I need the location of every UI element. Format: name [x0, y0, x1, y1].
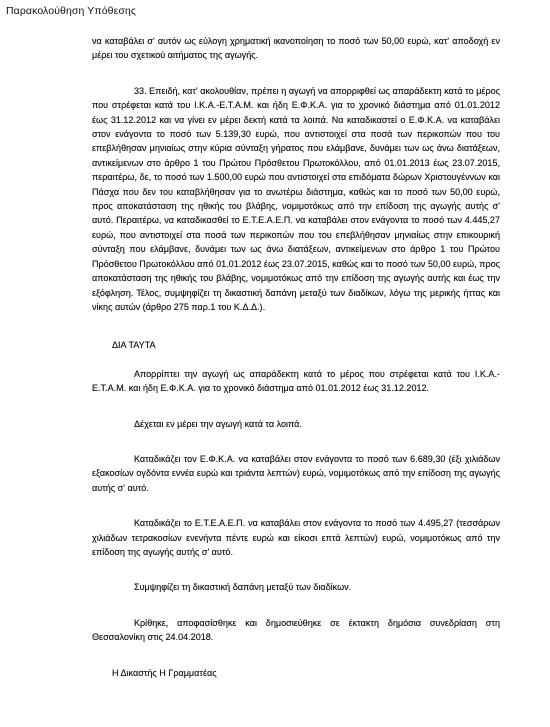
signature-line: Η Δικαστής Η Γραμματέας [112, 667, 217, 678]
ruling-costs: Συμψηφίζει τη δικαστική δαπάνη μεταξύ των διαδίκων. [134, 582, 352, 593]
page-header-title: Παρακολούθηση Υπόθεσης [6, 5, 137, 17]
paragraph-33: 33. Επειδή, κατ' ακολουθίαν, πρέπει η αγωγή να απορριφθεί ως απαράδεκτη κατά το μέρος που στρέφεται κατά του Ι.Κ.Α.-Ε.Τ.Α.Μ. και ήδη Ε.Φ.Κ.Α. για το χρονικό διάστημα από 01.01.2012 έως 31.12.2012 και να γίνει εν μέρει δεκτή κατά τα λοιπά. Να καταδικαστεί ο Ε.Φ.Κ.Α. να καταβάλει στον ενάγοντα το ποσό των 5.139,30 ευρώ, που αντιστοιχεί στα ποσά των περικοπών που του επεβλήθησαν μηνιαίως στην κύρια σύνταξη γήρατος που ελάμβανε, δυνάμει των ως άνω διατάξεων, αντικείμενων στο άρθρο 1 του Πρώτου Πρόσθετου Πρωτοκόλλου, από 01.01.2013 έως 23.07.2015, περαιτέρω, δε, το ποσό των 1.500,00 ευρώ που αντιστοιχεί στα επιδόματα δώρων Χριστουγέννων και Πάσχα που δεν του καταβλήθησαν για το ανωτέρω διάστημα, καθώς και το ποσό των 50,00 ευρώ, προς αποκατάσταση της ηθικής του βλάβης, νομιμοτόκως από την επίδοση της αγωγής αυτής σ' αυτό. Περαιτέρω, να καταδικασθεί το Ε.Τ.Ε.Α.Ε.Π. να καταβάλει στον ενάγοντα το ποσό των 4.445,27 ευρώ, που αντιστοιχεί στα ποσά των περικοπών που του επεβλήθησαν μηνιαίως στην επικουρική σύνταξη που ελάμβανε, δυνάμει των ως άνω διατάξεων, αντικείμενων στο άρθρο 1 του Πρώτου Πρόσθετου Πρωτοκόλλου από 01.01.2012 έως 23.07.2015, καθώς και το ποσό των 50,00 ευρώ, προς αποκατάσταση της ηθικής του βλάβης, νομιμοτόκως από την επίδοση της αγωγής αυτής και έως την εξόφληση. Τέλος, συμψηφίζει τη δικαστική δαπάνη μεταξύ των διαδίκων, λόγω της μερικής ήττας και νίκης αυτών (άρθρο 275 παρ.1 του Κ.Δ.Δ.). [92, 85, 500, 312]
paragraph-continuation: να καταβάλει σ' αυτόν ως εύλογη χρηματική ικανοποίηση το ποσό των 50,00 ευρώ, κατ' αποδοχή εν μέρει του σχετικού αιτήματος της αγωγής. [92, 36, 500, 61]
section-heading: ΔΙΑ ΤΑΥΤΑ [112, 340, 156, 351]
ruling-eteaep: Καταδικάζει το Ε.Τ.Ε.Α.Ε.Π. να καταβάλει στον ενάγοντα το ποσό των 4.495,27 (τεσσάρων χιλιάδων τετρακοσίων ενενήντα πέντε ευρώ και είκοσι επτά λεπτών) ευρώ, νομιμοτόκως από την επίδοση της αγωγής αυτής σ' αυτό. [92, 518, 500, 557]
ruling-dismiss: Απορρίπτει την αγωγή ως απαράδεκτη κατά το μέρος που στρέφεται κατά του Ι.Κ.Α.-Ε.Τ.Α.Μ. και ήδη Ε.Φ.Κ.Α. για το χρονικό διάστημα από 01.01.2012 έως 31.12.2012. [92, 368, 500, 394]
ruling-published: Κρίθηκε, αποφασίσθηκε και δημοσιεύθηκε σε έκτακτη δημόσια συνεδρίαση στη Θεσσαλονίκη στις 24.04.2018. [92, 617, 500, 643]
document-body [92, 34, 500, 680]
ruling-efka: Καταδικάζει τον Ε.Φ.Κ.Α. να καταβάλει στον ενάγοντα το ποσό των 6.689,30 (έξι χιλιάδων εξακοσίων ογδόντα εννέα ευρώ και τριάντα λεπτών) ευρώ, νομιμοτόκως από την επίδοση της αγωγής αυτής σ' αυτό. [92, 453, 500, 493]
ruling-partial-accept: Δέχεται εν μέρει την αγωγή κατά τα λοιπά. [134, 418, 302, 429]
